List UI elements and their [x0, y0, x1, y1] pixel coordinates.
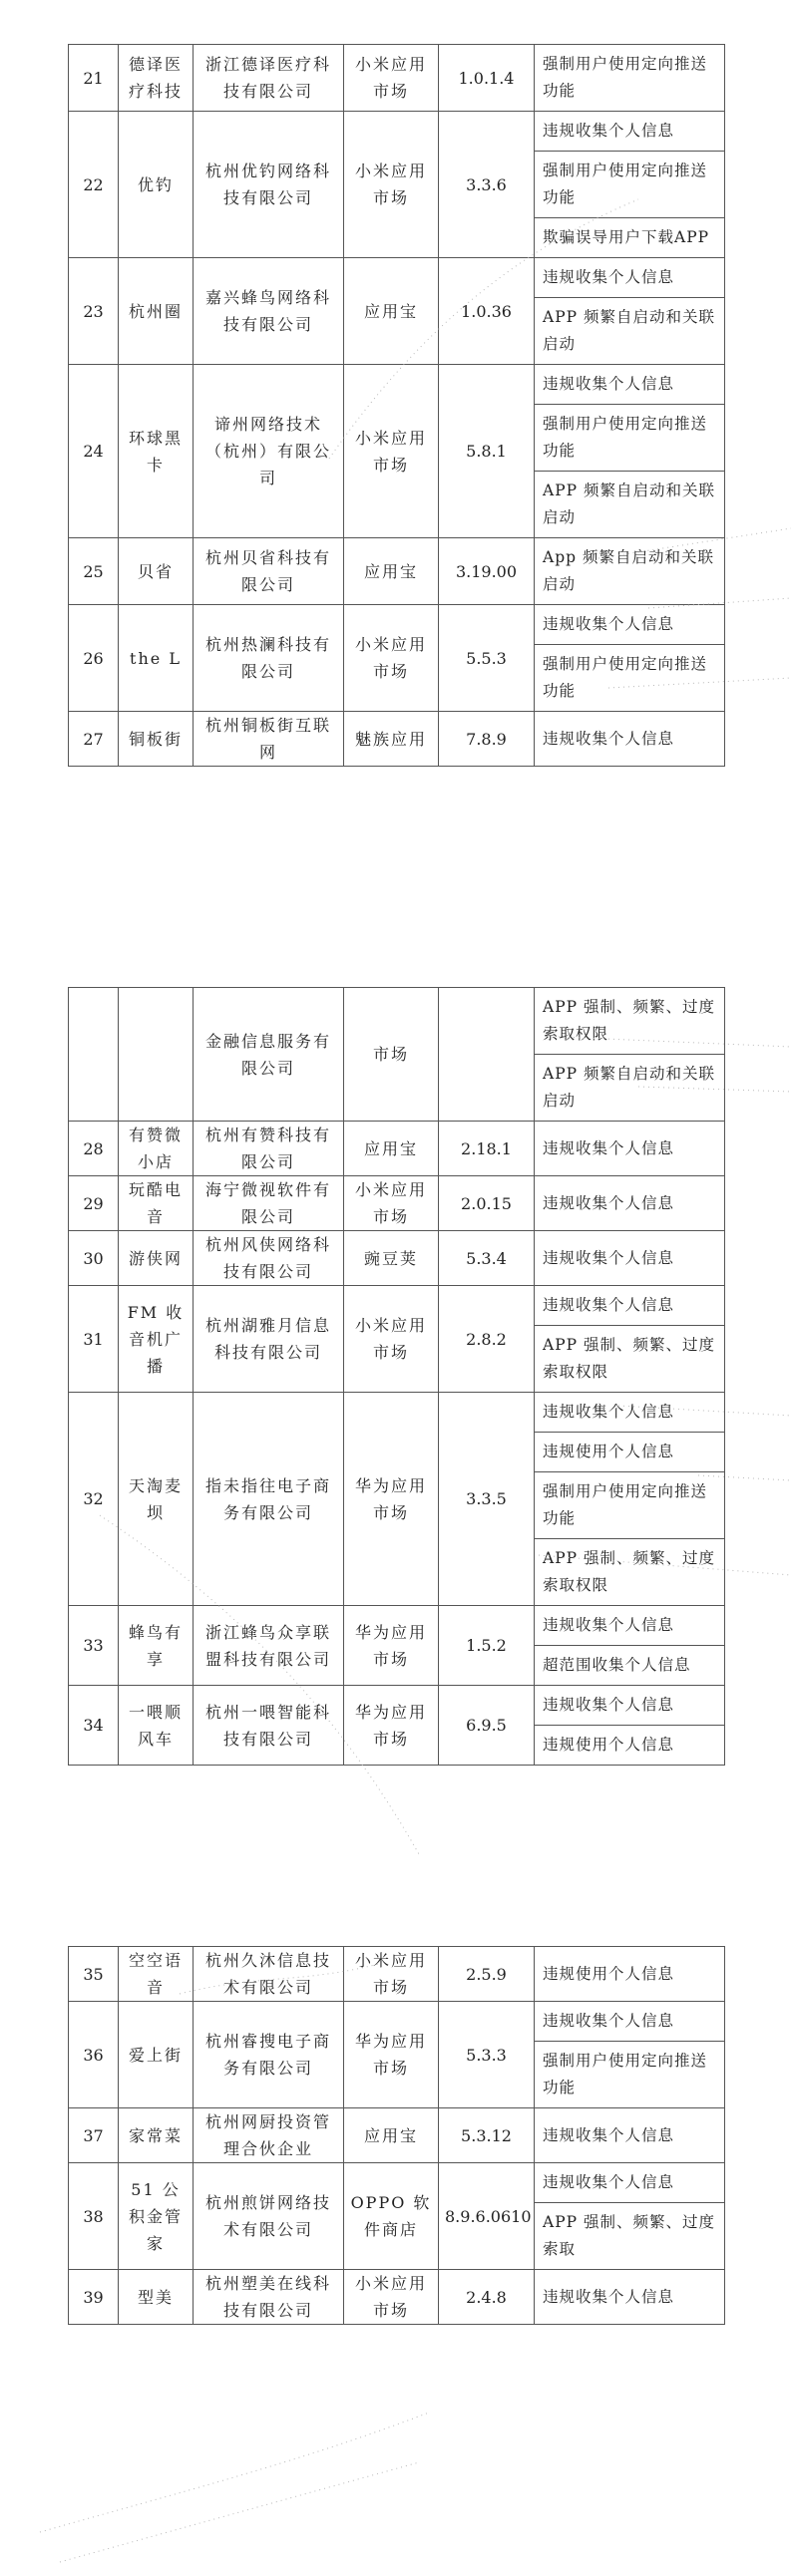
app-version-cell: 1.0.36	[439, 258, 535, 365]
issue-cell: APP 频繁自启动和关联启动	[535, 298, 725, 365]
issue-cell: 强制用户使用定向推送功能	[535, 405, 725, 472]
row-number-cell: 23	[69, 258, 119, 365]
company-name-cell: 杭州优钓网络科技有限公司	[194, 112, 344, 258]
app-name-cell: 杭州圈	[119, 258, 194, 365]
company-name-cell: 浙江蜂鸟众享联盟科技有限公司	[194, 1606, 344, 1686]
company-name-cell: 杭州铜板街互联网	[194, 712, 344, 767]
app-name-cell: 环球黑卡	[119, 365, 194, 538]
issue-cell: APP 强制、频繁、过度索取权限	[535, 988, 725, 1055]
app-version-cell: 2.5.9	[439, 1947, 535, 2002]
table-row	[69, 538, 725, 605]
company-name-cell: 杭州热澜科技有限公司	[194, 605, 344, 712]
app-table-part-3	[68, 1946, 725, 2325]
app-store-cell: 应用宝	[344, 258, 439, 365]
app-store-cell: 小米应用市场	[344, 1286, 439, 1393]
issue-cell: 违规收集个人信息	[535, 112, 725, 152]
company-name-cell: 杭州久沐信息技术有限公司	[194, 1947, 344, 2002]
app-name-cell: 家常菜	[119, 2108, 194, 2163]
app-store-cell: 豌豆荚	[344, 1231, 439, 1286]
row-number-cell: 28	[69, 1122, 119, 1176]
company-name-cell: 杭州一喂智能科技有限公司	[194, 1686, 344, 1766]
app-version-cell: 2.8.2	[439, 1286, 535, 1393]
app-table-part-2	[68, 987, 725, 1766]
issue-cell: 违规使用个人信息	[535, 1947, 725, 2002]
app-version-cell: 3.3.6	[439, 112, 535, 258]
app-store-cell: 应用宝	[344, 538, 439, 605]
app-store-cell: 应用宝	[344, 1122, 439, 1176]
issue-cell: 违规收集个人信息	[535, 1606, 725, 1646]
app-name-cell: FM 收音机广播	[119, 1286, 194, 1393]
app-name-cell	[119, 988, 194, 1122]
app-store-cell: 小米应用市场	[344, 605, 439, 712]
app-store-cell: 魅族应用	[344, 712, 439, 767]
table-body	[69, 988, 725, 1766]
company-name-cell: 嘉兴蜂鸟网络科技有限公司	[194, 258, 344, 365]
issue-cell: 强制用户使用定向推送功能	[535, 2042, 725, 2108]
company-name-cell: 海宁微视软件有限公司	[194, 1176, 344, 1231]
app-version-cell: 5.3.12	[439, 2108, 535, 2163]
issue-cell: APP 频繁自启动和关联启动	[535, 472, 725, 538]
app-store-cell: 华为应用市场	[344, 2002, 439, 2108]
issue-cell: APP 频繁自启动和关联启动	[535, 1055, 725, 1122]
table-row	[69, 1606, 725, 1646]
app-table-part-1	[68, 44, 725, 767]
app-name-cell: 一喂顺风车	[119, 1686, 194, 1766]
app-version-cell: 2.0.15	[439, 1176, 535, 1231]
app-store-cell: 小米应用市场	[344, 1176, 439, 1231]
row-number-cell: 33	[69, 1606, 119, 1686]
app-version-cell: 5.3.4	[439, 1231, 535, 1286]
app-store-cell: 小米应用市场	[344, 1947, 439, 2002]
company-name-cell: 金融信息服务有限公司	[194, 988, 344, 1122]
app-version-cell: 7.8.9	[439, 712, 535, 767]
issue-cell: APP 强制、频繁、过度索取权限	[535, 1539, 725, 1606]
table-body	[69, 1947, 725, 2325]
table-row	[69, 1393, 725, 1433]
table-row	[69, 1947, 725, 2002]
row-number-cell: 25	[69, 538, 119, 605]
issue-cell: 强制用户使用定向推送功能	[535, 645, 725, 712]
table-row	[69, 258, 725, 298]
issue-cell: 违规收集个人信息	[535, 2270, 725, 2325]
row-number-cell: 24	[69, 365, 119, 538]
app-store-cell: 应用宝	[344, 2108, 439, 2163]
row-number-cell	[69, 988, 119, 1122]
issue-cell: 违规收集个人信息	[535, 712, 725, 767]
company-name-cell: 谛州网络技术（杭州）有限公司	[194, 365, 344, 538]
issue-cell: 违规收集个人信息	[535, 1686, 725, 1726]
company-name-cell: 杭州贝省科技有限公司	[194, 538, 344, 605]
company-name-cell: 杭州睿搜电子商务有限公司	[194, 2002, 344, 2108]
app-name-cell: the L	[119, 605, 194, 712]
table-row	[69, 2163, 725, 2203]
issue-cell: 违规收集个人信息	[535, 605, 725, 645]
row-number-cell: 27	[69, 712, 119, 767]
app-store-cell: 华为应用市场	[344, 1606, 439, 1686]
table-row	[69, 2108, 725, 2163]
table-row	[69, 1122, 725, 1176]
issue-cell: 违规收集个人信息	[535, 1122, 725, 1176]
table-row	[69, 2002, 725, 2042]
company-name-cell: 浙江德译医疗科技有限公司	[194, 45, 344, 112]
table-row	[69, 1286, 725, 1326]
row-number-cell: 39	[69, 2270, 119, 2325]
app-version-cell: 1.5.2	[439, 1606, 535, 1686]
table-row	[69, 605, 725, 645]
app-version-cell: 6.9.5	[439, 1686, 535, 1766]
app-name-cell: 爱上街	[119, 2002, 194, 2108]
table-row	[69, 1176, 725, 1231]
app-store-cell: 市场	[344, 988, 439, 1122]
company-name-cell: 杭州湖雅月信息科技有限公司	[194, 1286, 344, 1393]
app-version-cell	[439, 988, 535, 1122]
issue-cell: 强制用户使用定向推送功能	[535, 1472, 725, 1539]
issue-cell: 违规收集个人信息	[535, 1176, 725, 1231]
row-number-cell: 37	[69, 2108, 119, 2163]
issue-cell: 超范围收集个人信息	[535, 1646, 725, 1686]
issue-cell: 违规使用个人信息	[535, 1433, 725, 1472]
app-version-cell: 2.4.8	[439, 2270, 535, 2325]
app-name-cell: 铜板街	[119, 712, 194, 767]
app-version-cell: 8.9.6.0610	[439, 2163, 535, 2270]
app-version-cell: 5.3.3	[439, 2002, 535, 2108]
row-number-cell: 34	[69, 1686, 119, 1766]
issue-cell: App 频繁自启动和关联启动	[535, 538, 725, 605]
app-version-cell: 2.18.1	[439, 1122, 535, 1176]
table-row	[69, 365, 725, 405]
issue-cell: 违规收集个人信息	[535, 2002, 725, 2042]
app-version-cell: 5.8.1	[439, 365, 535, 538]
app-version-cell: 3.3.5	[439, 1393, 535, 1606]
table-row	[69, 45, 725, 112]
row-number-cell: 36	[69, 2002, 119, 2108]
issue-cell: 违规使用个人信息	[535, 1726, 725, 1766]
app-store-cell: 小米应用市场	[344, 2270, 439, 2325]
row-number-cell: 32	[69, 1393, 119, 1606]
app-name-cell: 蜂鸟有享	[119, 1606, 194, 1686]
issue-cell: 违规收集个人信息	[535, 2108, 725, 2163]
row-number-cell: 21	[69, 45, 119, 112]
row-number-cell: 26	[69, 605, 119, 712]
app-name-cell: 51 公积金管家	[119, 2163, 194, 2270]
app-store-cell: 小米应用市场	[344, 112, 439, 258]
table-row	[69, 712, 725, 767]
issue-cell: 强制用户使用定向推送功能	[535, 152, 725, 218]
app-store-cell: 小米应用市场	[344, 45, 439, 112]
app-name-cell: 贝省	[119, 538, 194, 605]
issue-cell: 违规收集个人信息	[535, 1231, 725, 1286]
app-version-cell: 3.19.00	[439, 538, 535, 605]
app-store-cell: OPPO 软件商店	[344, 2163, 439, 2270]
app-store-cell: 华为应用市场	[344, 1393, 439, 1606]
company-name-cell: 杭州网厨投资管理合伙企业	[194, 2108, 344, 2163]
issue-cell: 欺骗误导用户下载APP	[535, 218, 725, 258]
table-row	[69, 112, 725, 152]
table-row	[69, 2270, 725, 2325]
row-number-cell: 31	[69, 1286, 119, 1393]
app-name-cell: 游侠网	[119, 1231, 194, 1286]
table-row	[69, 1231, 725, 1286]
issue-cell: APP 强制、频繁、过度索取权限	[535, 1326, 725, 1393]
app-name-cell: 空空语音	[119, 1947, 194, 2002]
app-name-cell: 有赞微小店	[119, 1122, 194, 1176]
table-row	[69, 988, 725, 1055]
app-store-cell: 小米应用市场	[344, 365, 439, 538]
row-number-cell: 38	[69, 2163, 119, 2270]
app-name-cell: 型美	[119, 2270, 194, 2325]
row-number-cell: 35	[69, 1947, 119, 2002]
company-name-cell: 指未指往电子商务有限公司	[194, 1393, 344, 1606]
table-body	[69, 45, 725, 767]
issue-cell: 违规收集个人信息	[535, 1286, 725, 1326]
row-number-cell: 29	[69, 1176, 119, 1231]
app-name-cell: 玩酷电音	[119, 1176, 194, 1231]
app-name-cell: 德译医疗科技	[119, 45, 194, 112]
issue-cell: 违规收集个人信息	[535, 2163, 725, 2203]
company-name-cell: 杭州塑美在线科技有限公司	[194, 2270, 344, 2325]
app-version-cell: 5.5.3	[439, 605, 535, 712]
company-name-cell: 杭州风侠网络科技有限公司	[194, 1231, 344, 1286]
app-name-cell: 天淘麦坝	[119, 1393, 194, 1606]
issue-cell: 强制用户使用定向推送功能	[535, 45, 725, 112]
issue-cell: 违规收集个人信息	[535, 258, 725, 298]
issue-cell: APP 强制、频繁、过度索取	[535, 2203, 725, 2270]
row-number-cell: 30	[69, 1231, 119, 1286]
app-version-cell: 1.0.1.4	[439, 45, 535, 112]
app-store-cell: 华为应用市场	[344, 1686, 439, 1766]
table-row	[69, 1686, 725, 1726]
issue-cell: 违规收集个人信息	[535, 1393, 725, 1433]
issue-cell: 违规收集个人信息	[535, 365, 725, 405]
row-number-cell: 22	[69, 112, 119, 258]
company-name-cell: 杭州煎饼网络技术有限公司	[194, 2163, 344, 2270]
app-name-cell: 优钓	[119, 112, 194, 258]
company-name-cell: 杭州有赞科技有限公司	[194, 1122, 344, 1176]
